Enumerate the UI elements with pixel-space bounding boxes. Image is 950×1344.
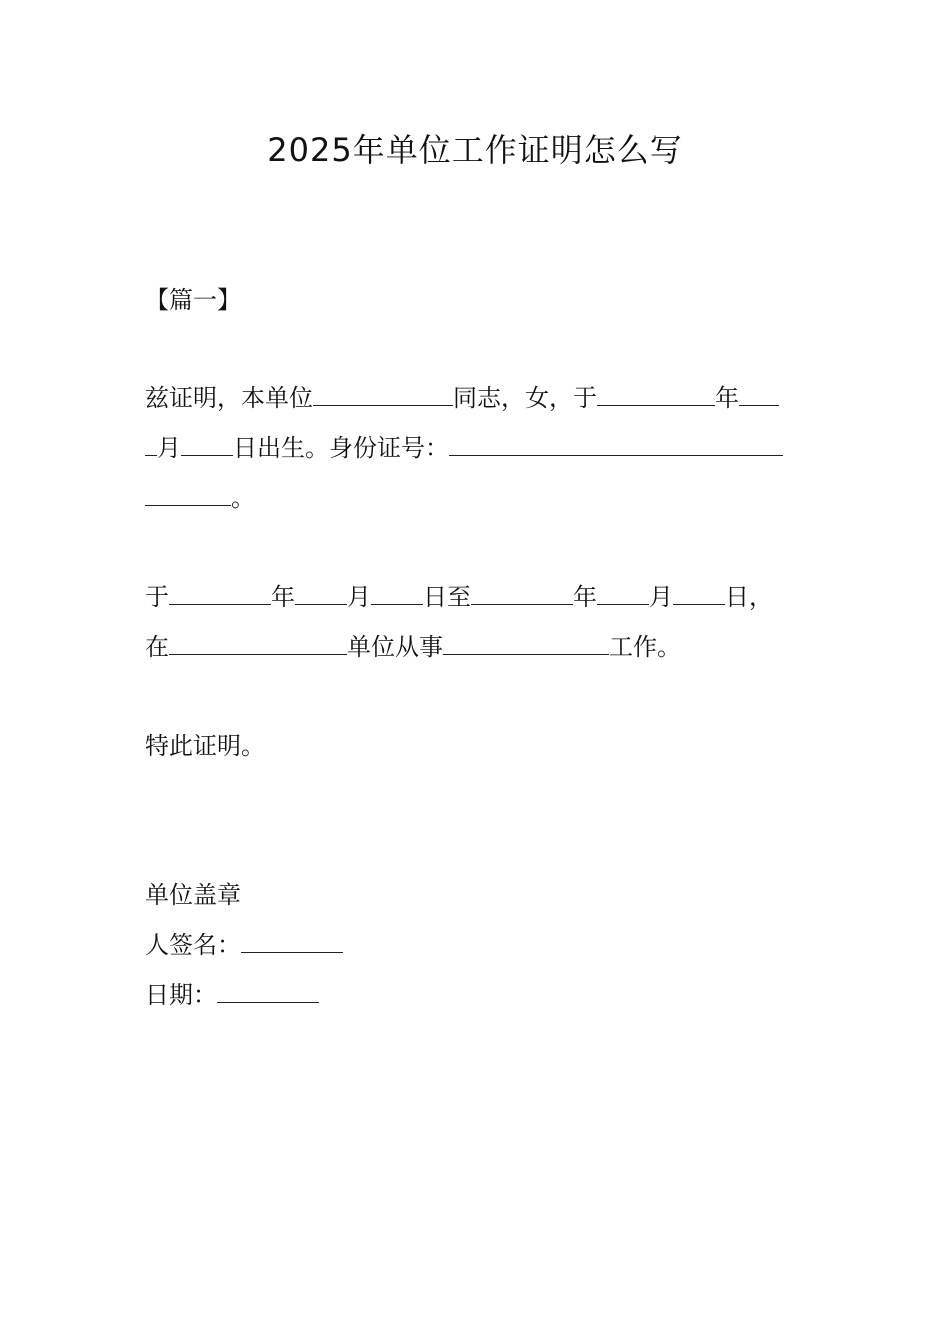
start-month-blank — [295, 582, 347, 605]
para2-text-at: 在 — [145, 633, 169, 661]
date-line — [145, 979, 319, 1011]
signer-label: 人签名： — [145, 931, 241, 959]
birth-day-blank — [181, 433, 233, 456]
para1-text-month: 月 — [157, 434, 181, 462]
para1-text-intro: 兹证明，本单位 — [145, 384, 313, 412]
signer-line — [145, 929, 343, 961]
start-year-blank — [169, 582, 271, 605]
para2-text-year2: 年 — [573, 583, 597, 611]
id-number-blank-part1 — [449, 433, 783, 456]
seal-label: 单位盖章 — [145, 881, 241, 909]
para1-text-period: 。 — [231, 484, 255, 512]
birth-month-blank-part1 — [739, 383, 779, 406]
end-month-blank — [597, 582, 649, 605]
employer-blank — [169, 632, 347, 655]
start-day-blank — [371, 582, 423, 605]
para1-text-year: 年 — [715, 384, 739, 412]
para2-text-month1: 月 — [347, 583, 371, 611]
id-number-blank-part2 — [145, 483, 231, 506]
end-day-blank — [673, 582, 725, 605]
closing-statement: 特此证明。 — [145, 732, 265, 760]
para2-line1 — [145, 581, 773, 613]
para1-line1 — [145, 382, 779, 414]
para2-line2 — [145, 631, 681, 663]
signature-blank — [241, 930, 343, 953]
para2-text-month2: 月 — [649, 583, 673, 611]
para2-text-day-to: 日至 — [423, 583, 471, 611]
para2-text-day-end: 日， — [725, 583, 773, 611]
section-heading: 【篇一】 — [145, 286, 241, 314]
para1-line3 — [145, 482, 255, 514]
para2-text-engaged: 单位从事 — [347, 633, 443, 661]
para2-text-from: 于 — [145, 583, 169, 611]
date-label: 日期： — [145, 981, 217, 1009]
document-title: 2025年单位工作证明怎么写 — [267, 131, 683, 169]
end-year-blank — [471, 582, 573, 605]
para2-text-work: 工作。 — [609, 633, 681, 661]
para1-line2 — [145, 432, 783, 464]
para2-text-year1: 年 — [271, 583, 295, 611]
para1-text-comrade: 同志，女，于 — [453, 384, 597, 412]
birth-month-blank-part2 — [145, 433, 157, 456]
job-blank — [443, 632, 609, 655]
name-blank — [313, 383, 453, 406]
birth-year-blank — [597, 383, 715, 406]
para1-text-born-id: 日出生。身份证号： — [233, 434, 449, 462]
date-blank — [217, 980, 319, 1003]
